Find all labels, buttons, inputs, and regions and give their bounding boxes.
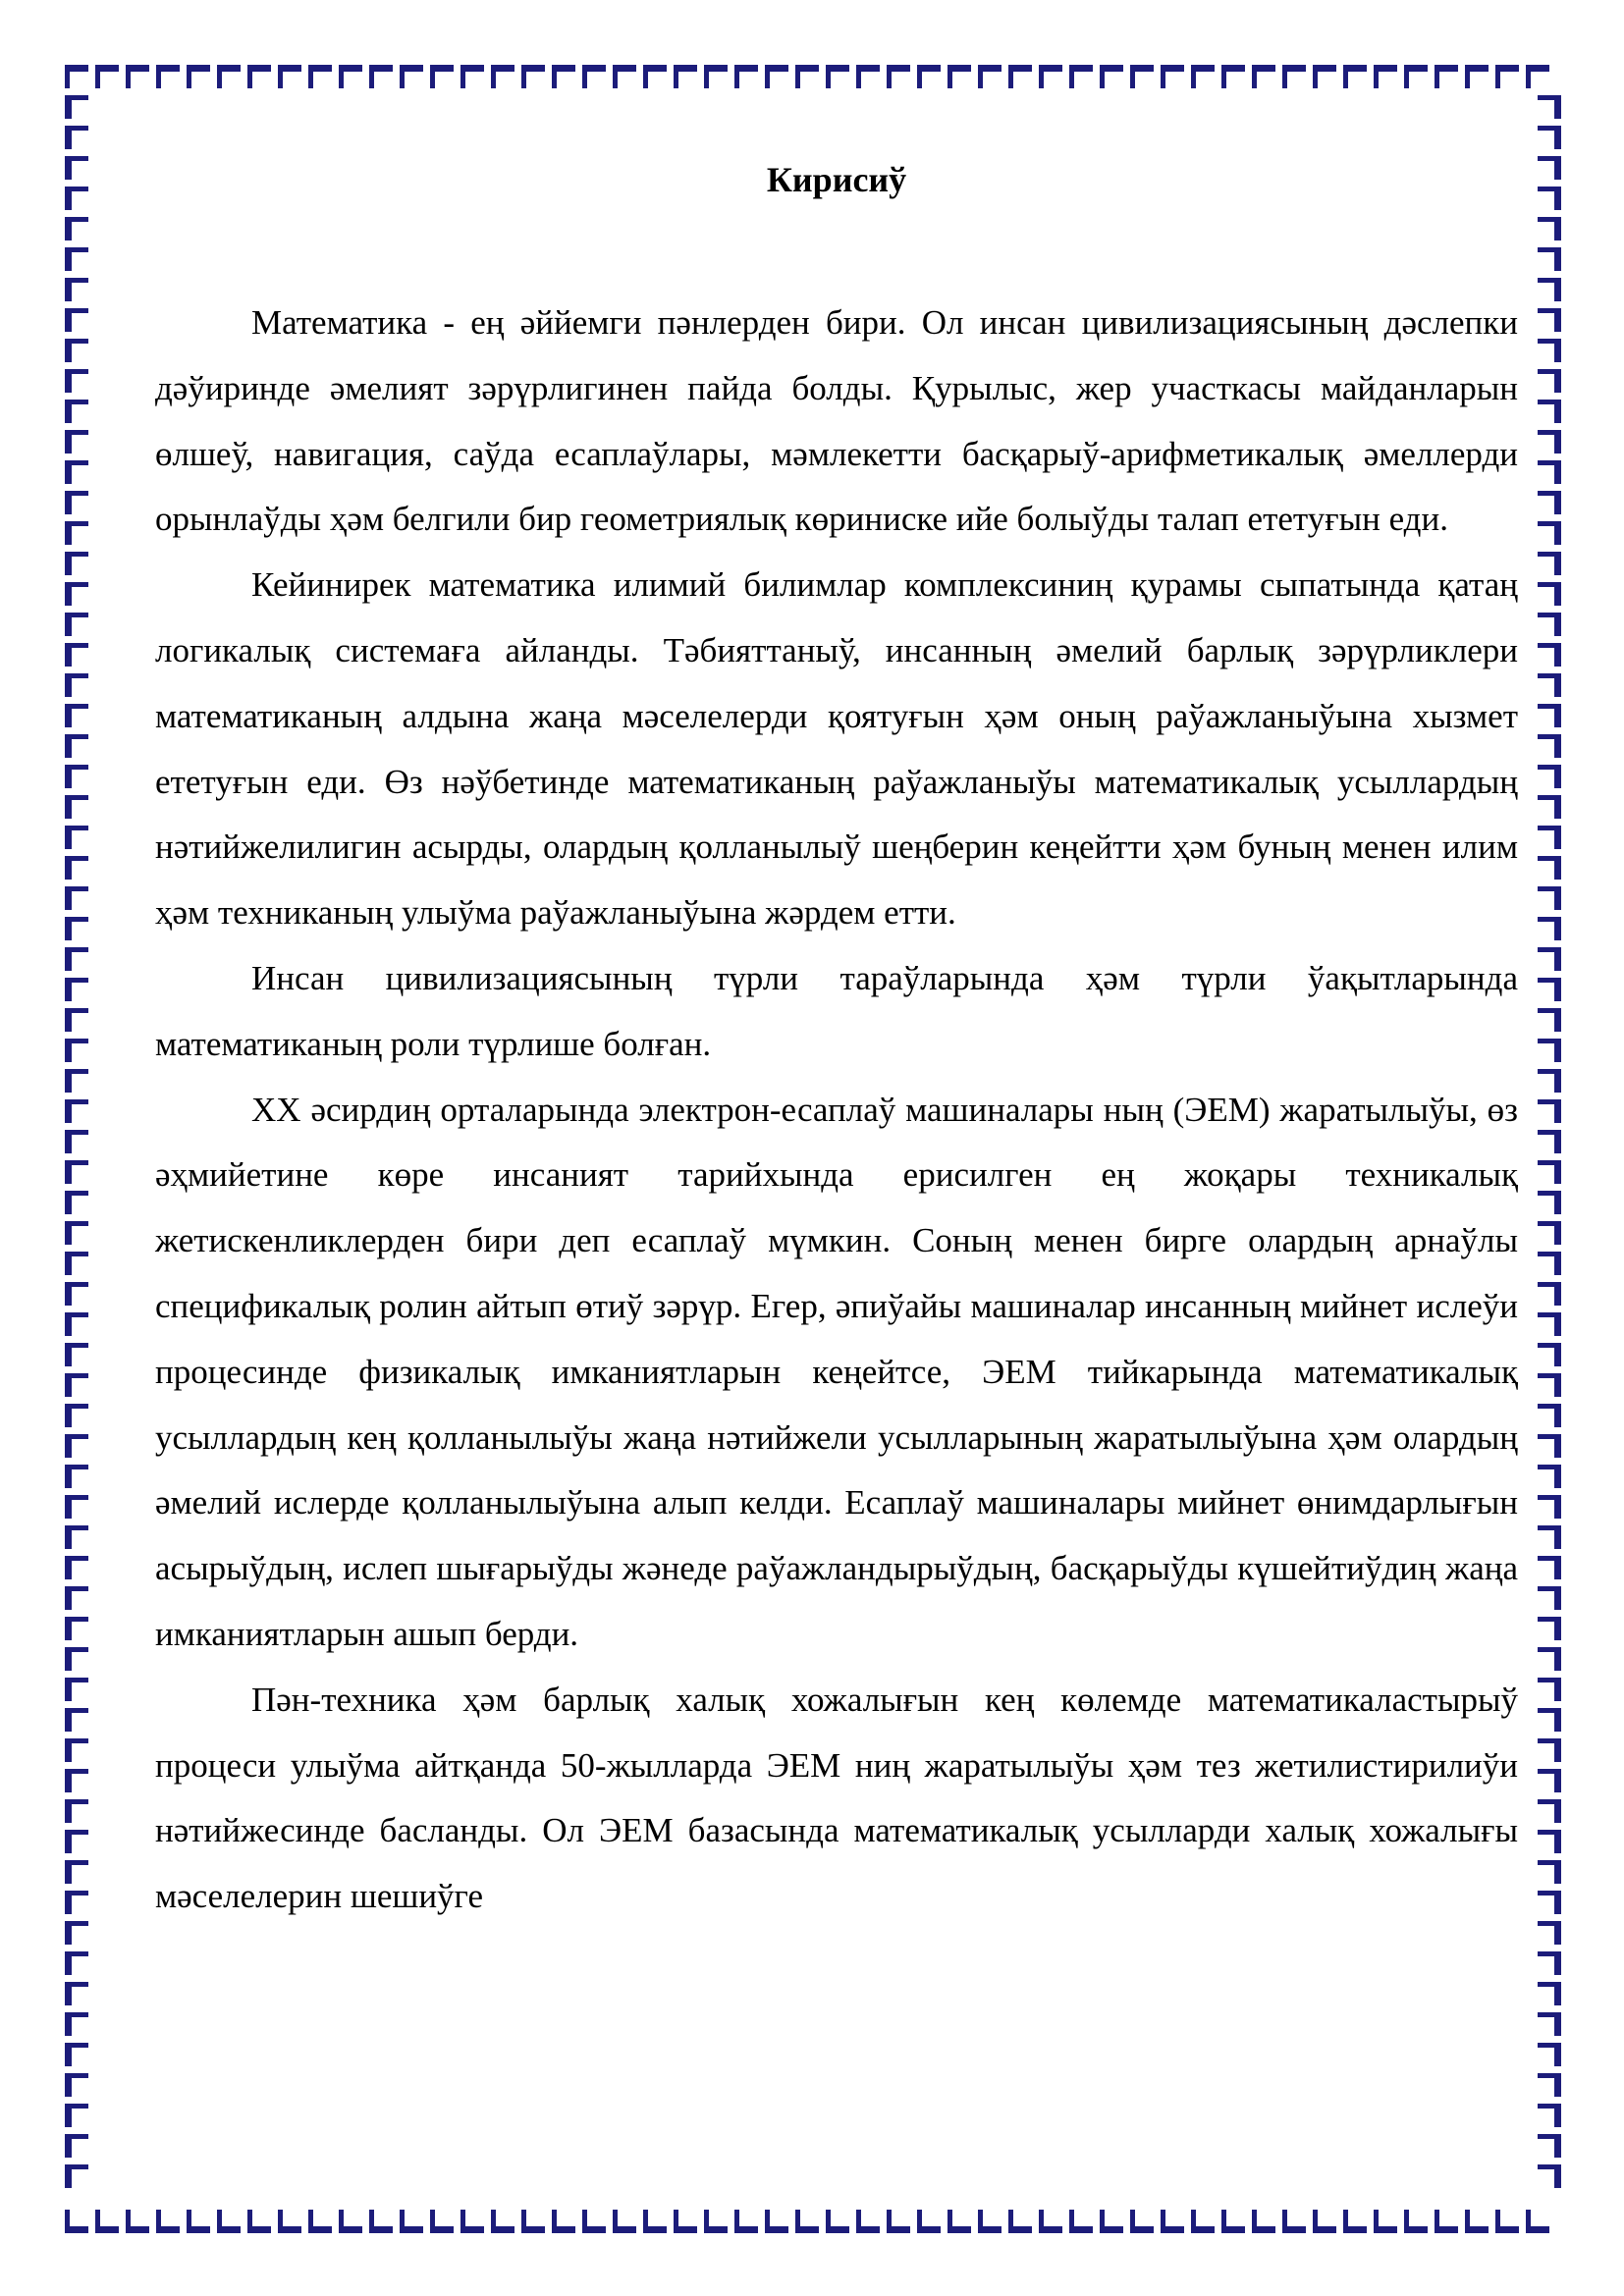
border-segment: [1404, 65, 1409, 88]
border-segment: [826, 2210, 831, 2233]
border-segment: [65, 1191, 88, 1196]
border-segment: [947, 2210, 952, 2233]
border-segment: [1538, 400, 1561, 404]
border-segment: [65, 886, 88, 891]
border-segment: [65, 1647, 88, 1652]
border-segment: [1538, 704, 1561, 709]
border-segment: [1313, 65, 1318, 88]
border-segment: [65, 1252, 88, 1256]
border-segment: [339, 2210, 344, 2233]
border-segment: [278, 65, 283, 88]
border-segment: [65, 400, 88, 404]
border-segment: [1538, 1708, 1561, 1713]
border-segment: [1374, 65, 1379, 88]
border-segment: [643, 65, 648, 88]
border-segment: [795, 2210, 800, 2233]
border-segment: [1538, 917, 1561, 922]
border-segment: [765, 65, 770, 88]
border-segment: [65, 1495, 88, 1500]
border-segment: [1538, 1678, 1561, 1682]
border-segment: [1538, 1921, 1561, 1926]
border-segment: [1538, 369, 1561, 374]
border-segment: [582, 2210, 587, 2233]
border-segment: [734, 2210, 739, 2233]
border-segment: [1039, 65, 1044, 88]
border-segment: [65, 491, 88, 496]
border-segment: [1495, 2210, 1500, 2233]
border-segment: [1252, 2210, 1257, 2233]
border-segment: [65, 856, 88, 861]
border-segment: [65, 217, 88, 222]
border-segment: [643, 2210, 648, 2233]
border-segment: [552, 2210, 557, 2233]
border-segment: [65, 2104, 88, 2109]
border-segment: [1538, 1465, 1561, 1469]
border-segment: [1495, 65, 1500, 88]
border-segment: [1538, 613, 1561, 617]
border-segment: [65, 460, 88, 465]
border-segment: [1538, 1312, 1561, 1317]
border-segment: [430, 2210, 435, 2233]
border-segment: [1313, 2210, 1318, 2233]
border-segment: [65, 1373, 88, 1378]
border-segment: [1100, 65, 1105, 88]
border-segment: [65, 1921, 88, 1926]
border-segment: [65, 1160, 88, 1165]
border-segment: [917, 2210, 922, 2233]
border-segment: [1538, 187, 1561, 191]
border-segment: [65, 2012, 88, 2017]
border-segment: [1435, 65, 1439, 88]
border-segment: [339, 65, 344, 88]
border-segment: [65, 126, 88, 131]
border-segment: [65, 1039, 88, 1043]
border-segment: [1435, 2210, 1439, 2233]
border-segment: [1161, 65, 1165, 88]
border-segment: [1465, 2210, 1470, 2233]
border-segment: [1282, 2210, 1287, 2233]
border-segment: [65, 765, 88, 770]
border-segment: [308, 65, 313, 88]
border-segment: [65, 2043, 88, 2048]
border-segment: [1538, 947, 1561, 952]
border-segment: [1538, 2043, 1561, 2048]
border-segment: [1538, 1130, 1561, 1135]
border-segment: [65, 734, 88, 739]
border-segment: [65, 369, 88, 374]
border-segment: [1538, 1891, 1561, 1896]
border-segment: [65, 1951, 88, 1956]
border-segment: [1008, 2210, 1013, 2233]
border-segment: [1538, 1191, 1561, 1196]
border-segment: [156, 2210, 161, 2233]
border-segment: [65, 1099, 88, 1104]
border-segment: [1526, 65, 1531, 88]
border-segment: [65, 1465, 88, 1469]
border-segment: [1465, 65, 1470, 88]
border-segment: [247, 2210, 252, 2233]
border-segment: [765, 2210, 770, 2233]
border-segment: [704, 2210, 709, 2233]
border-segment: [65, 1221, 88, 1226]
border-segment: [1282, 65, 1287, 88]
border-segment: [65, 947, 88, 952]
border-segment: [460, 65, 465, 88]
border-segment: [1538, 1556, 1561, 1561]
border-segment: [65, 1678, 88, 1682]
border-segment: [65, 1769, 88, 1774]
document-body: [155, 147, 1518, 1930]
border-segment: [65, 1069, 88, 1074]
border-segment: [1538, 1221, 1561, 1226]
border-segment: [187, 2210, 191, 2233]
border-segment: [521, 65, 526, 88]
border-segment: [1538, 278, 1561, 283]
border-segment: [1538, 673, 1561, 678]
border-segment: [856, 65, 861, 88]
border-segment: [65, 1860, 88, 1865]
border-segment: [1538, 1404, 1561, 1409]
border-segment: [187, 65, 191, 88]
border-segment: [65, 1556, 88, 1561]
border-segment: [65, 1799, 88, 1804]
border-segment: [978, 65, 983, 88]
border-segment: [1538, 1160, 1561, 1165]
border-segment: [1538, 2164, 1561, 2169]
border-segment: [65, 430, 88, 435]
border-segment: [65, 1982, 88, 1987]
border-segment: [1100, 2210, 1105, 2233]
border-segment: [1538, 1343, 1561, 1348]
border-segment: [1538, 1738, 1561, 1743]
border-segment: [65, 1738, 88, 1743]
border-segment: [1538, 1769, 1561, 1774]
border-segment: [156, 65, 161, 88]
border-segment: [65, 673, 88, 678]
border-segment: [126, 2210, 131, 2233]
border-segment: [1538, 1252, 1561, 1256]
border-segment: [400, 2210, 405, 2233]
border-segment: [247, 65, 252, 88]
border-segment: [65, 1586, 88, 1591]
border-segment: [1161, 2210, 1165, 2233]
border-segment: [65, 156, 88, 161]
border-segment: [65, 1525, 88, 1530]
border-segment: [369, 65, 374, 88]
border-segment: [1538, 95, 1561, 100]
border-segment: [1538, 2012, 1561, 2017]
border-segment: [1526, 2210, 1531, 2233]
border-segment: [917, 65, 922, 88]
border-segment: [65, 2073, 88, 2078]
border-segment: [400, 65, 405, 88]
paragraph-5: Пән-техника ҳәм барлық халық хожалығын кең көлемде математикаластырыў процеси улыўма айтқанда 50-жылларда ЭЕМ ниң жаратылыўы ҳәм тез жетилистирилиўи нәтийжесинде басланды. Ол ЭЕМ базасында математикалық усылларди халық хожалығы мәселелерин шешиўге: [155, 1680, 1518, 1916]
border-segment: [65, 1312, 88, 1317]
border-segment: [1538, 1008, 1561, 1013]
border-segment: [1538, 886, 1561, 891]
border-segment: [65, 2134, 88, 2139]
border-segment: [65, 339, 88, 344]
border-segment: [1191, 65, 1196, 88]
border-segment: [1538, 826, 1561, 830]
border-segment: [1008, 65, 1013, 88]
border-segment: [887, 2210, 892, 2233]
border-segment: [65, 613, 88, 617]
border-segment: [65, 1008, 88, 1013]
border-segment: [65, 826, 88, 830]
border-segment: [65, 521, 88, 526]
border-segment: [95, 2210, 100, 2233]
border-segment: [1538, 1039, 1561, 1043]
border-segment: [1538, 1830, 1561, 1835]
border-segment: [1538, 1647, 1561, 1652]
border-segment: [65, 95, 88, 100]
border-segment: [552, 65, 557, 88]
border-segment: [1538, 978, 1561, 983]
border-segment: [1538, 339, 1561, 344]
border-segment: [65, 187, 88, 191]
border-segment: [1538, 1525, 1561, 1530]
border-segment: [65, 1404, 88, 1409]
border-segment: [278, 2210, 283, 2233]
border-segment: [1538, 1373, 1561, 1378]
border-segment: [1130, 65, 1135, 88]
border-segment: [95, 65, 100, 88]
border-segment: [1252, 65, 1257, 88]
border-segment: [674, 2210, 678, 2233]
border-segment: [947, 65, 952, 88]
border-segment: [369, 2210, 374, 2233]
border-segment: [1130, 2210, 1135, 2233]
border-segment: [65, 552, 88, 557]
border-segment: [521, 2210, 526, 2233]
border-segment: [126, 65, 131, 88]
border-segment: [65, 1343, 88, 1348]
border-segment: [1538, 765, 1561, 770]
border-segment: [826, 65, 831, 88]
border-segment: [1069, 2210, 1074, 2233]
border-segment: [1538, 1069, 1561, 1074]
border-segment: [1538, 795, 1561, 800]
border-segment: [430, 65, 435, 88]
border-segment: [1538, 247, 1561, 252]
border-segment: [613, 2210, 618, 2233]
border-segment: [65, 2164, 88, 2169]
border-segment: [1538, 734, 1561, 739]
border-segment: [1039, 2210, 1044, 2233]
border-segment: [65, 1617, 88, 1622]
border-segment: [65, 1830, 88, 1835]
border-segment: [491, 2210, 496, 2233]
border-segment: [65, 65, 70, 88]
border-segment: [1538, 2134, 1561, 2139]
border-segment: [65, 1282, 88, 1287]
border-segment: [1538, 1495, 1561, 1500]
border-segment: [582, 65, 587, 88]
border-segment: [65, 1708, 88, 1713]
border-segment: [1538, 582, 1561, 587]
border-segment: [887, 65, 892, 88]
border-segment: [1374, 2210, 1379, 2233]
border-segment: [217, 65, 222, 88]
border-segment: [65, 795, 88, 800]
border-segment: [65, 247, 88, 252]
border-segment: [65, 1891, 88, 1896]
border-segment: [1538, 308, 1561, 313]
paragraph-3: Инсан цивилизациясының түрли тараўларында ҳәм түрли ўақытларында математиканың роли түрлише болған.: [155, 958, 1518, 1063]
border-segment: [1538, 1282, 1561, 1287]
border-segment: [65, 704, 88, 709]
border-segment: [978, 2210, 983, 2233]
border-segment: [65, 582, 88, 587]
border-segment: [1343, 2210, 1348, 2233]
border-segment: [1538, 1860, 1561, 1865]
border-segment: [1538, 521, 1561, 526]
border-segment: [856, 2210, 861, 2233]
paragraph-2: Кейинирек математика илимий билимлар комплексиниң қурамы сыпатында қатаң логикалық системаға айланды. Тәбияттаныў, инсанның әмелий барлық зәрүрликлери математиканың алдына жаңа мәселелерди қоятуғын ҳәм оның раўажланыўына хызмет ететуғын еди. Өз нәўбетинде математиканың раўажланыўы математикалық усыллардың нәтийжелилигин асырды, олардың қолланылыў шеңберин кеңейтти ҳәм буның менен илим ҳәм техниканың улыўма раўажланыўына жәрдем етти.: [155, 565, 1518, 933]
border-segment: [1538, 156, 1561, 161]
border-segment: [1069, 65, 1074, 88]
border-segment: [1404, 2210, 1409, 2233]
border-segment: [1538, 2104, 1561, 2109]
border-segment: [1221, 2210, 1226, 2233]
border-segment: [1538, 1586, 1561, 1591]
border-segment: [217, 2210, 222, 2233]
border-segment: [1538, 1982, 1561, 1987]
border-segment: [1221, 65, 1226, 88]
border-segment: [674, 65, 678, 88]
border-segment: [1538, 126, 1561, 131]
border-segment: [1191, 2210, 1196, 2233]
border-segment: [65, 978, 88, 983]
border-segment: [65, 2210, 70, 2233]
border-segment: [734, 65, 739, 88]
paragraph-1: Математика - ең әййемги пәнлерден бири. Ол инсан цивилизациясының дәслепки дәўиринде әмелият зәрүрлигинен пайда болды. Қурылыс, жер участкасы майданларын өлшеў, навигация, саўда есаплаўлары, мәмлекетти басқарыў-арифметикалық әмеллерди орынлаўды ҳәм белгили бир геометриялық көриниске ийе болыўды талап ететуғын еди.: [155, 303, 1518, 539]
border-segment: [308, 2210, 313, 2233]
border-segment: [65, 308, 88, 313]
border-segment: [1538, 552, 1561, 557]
border-segment: [704, 65, 709, 88]
border-segment: [1538, 1099, 1561, 1104]
border-segment: [65, 1130, 88, 1135]
border-segment: [65, 643, 88, 648]
border-segment: [1538, 430, 1561, 435]
border-segment: [1538, 856, 1561, 861]
border-segment: [460, 2210, 465, 2233]
border-segment: [1538, 1617, 1561, 1622]
border-segment: [1538, 643, 1561, 648]
border-segment: [1538, 1434, 1561, 1439]
border-segment: [491, 65, 496, 88]
border-segment: [1538, 491, 1561, 496]
border-segment: [65, 917, 88, 922]
border-segment: [795, 65, 800, 88]
border-segment: [1538, 217, 1561, 222]
border-segment: [1538, 1951, 1561, 1956]
border-segment: [1538, 2073, 1561, 2078]
paragraph-4: XX әсирдиң орталарында электрон-есаплаў машиналары ның (ЭЕМ) жаратылыўы, өз әҳмийетине көре инсаният тарийхында ерисилген ең жоқары техникалық жетискенликлерден бири деп есаплаў мүмкин. Соның менен бирге олардың арнаўлы спецификалық ролин айтып өтиў зәрүр. Егер, әпиўайы машиналар инсанның мийнет ислеўи процесинде физикалық имканиятларын кеңейтсе, ЭЕМ тийкарында математикалық усыллардың кең қолланылыўы жаңа нәтийжели усылларының жаратылыўына ҳәм олардың әмелий ислерде қолланылыўына алып келди. Есаплаў машиналары мийнет өнимдарлығын асырыўдың, ислеп шығарыўды жәнеде раўажландырыўдың, басқарыўды күшейтиўдиң жаңа имканиятларын ашып берди.: [155, 1090, 1518, 1653]
border-segment: [1343, 65, 1348, 88]
document-title: Кирисиў: [766, 160, 907, 199]
border-segment: [65, 278, 88, 283]
border-segment: [1538, 460, 1561, 465]
border-segment: [65, 1434, 88, 1439]
border-segment: [613, 65, 618, 88]
border-segment: [1538, 1799, 1561, 1804]
